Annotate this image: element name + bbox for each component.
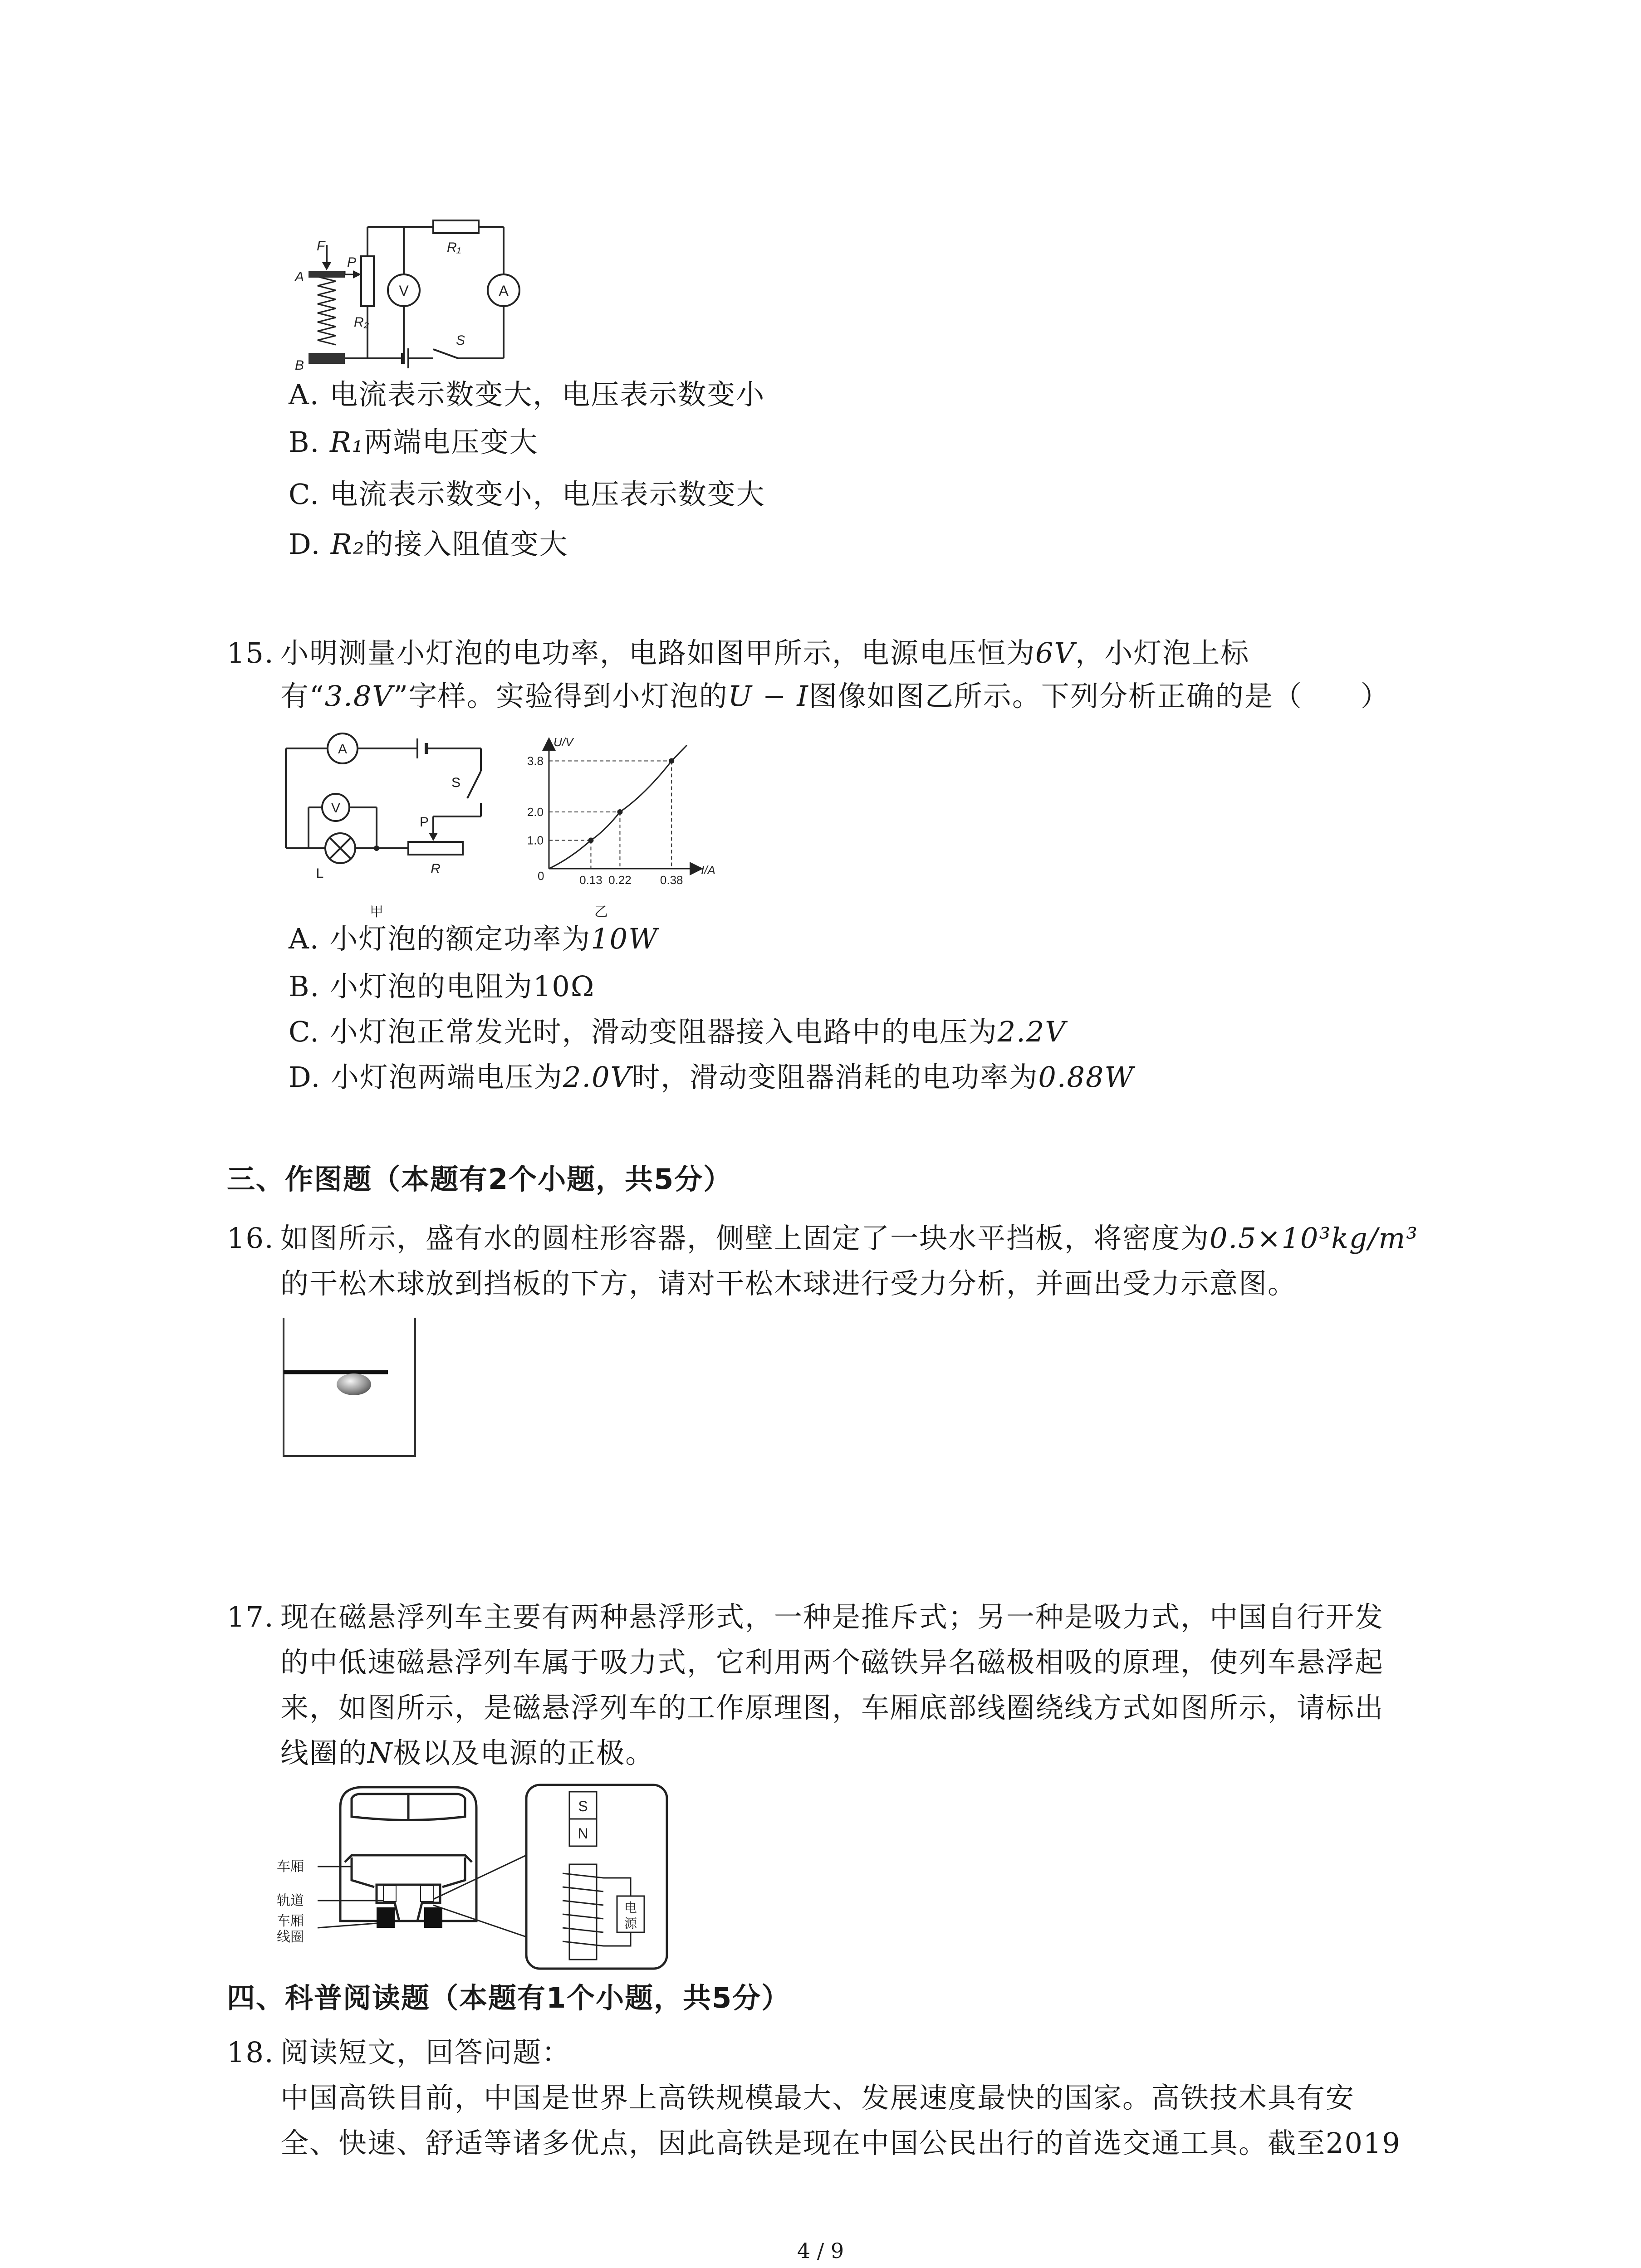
chart-origin: 0 <box>538 869 544 883</box>
q16-wood-ball <box>337 1374 371 1395</box>
q14-label-S: S <box>456 333 465 348</box>
q14-voltmeter-label: V <box>399 283 409 299</box>
q15-option-a: A. 小灯泡的额定功率为10W <box>289 922 658 955</box>
q15-line-2: 有“3.8V”字样。实验得到小灯泡的U − I图像如图乙所示。下列分析正确的是（ ） <box>280 679 1390 713</box>
q17-label-coil-1: 车厢 <box>277 1914 304 1929</box>
q17-power-label-1: 电 <box>624 1901 637 1915</box>
q16-number: 16. <box>227 1222 274 1255</box>
q16-line-1: 16. 如图所示，盛有水的圆柱形容器，侧壁上固定了一块水平挡板，将密度为0.5×10³kg/m³ <box>227 1220 1418 1256</box>
q17-line-3: 来，如图所示，是磁悬浮列车的工作原理图，车厢底部线圈绕线方式如图所示，请标出 <box>280 1691 1384 1724</box>
q15-number: 15. <box>227 636 274 670</box>
q14-label-R2: R₂ <box>354 315 369 330</box>
q17-label-coil-2: 线圈 <box>277 1930 304 1945</box>
q14-label-F: F <box>317 239 325 254</box>
q18-line-1: 18. 阅读短文，回答问题： <box>227 2034 571 2071</box>
q15-option-c: C. 小灯泡正常发光时，滑动变阻器接入电路中的电压为2.2V <box>289 1015 1067 1048</box>
q14-option-c: C. 电流表示数变小，电压表示数变大 <box>289 478 765 511</box>
page-number: 4 / 9 <box>797 2239 844 2263</box>
q17-label-track: 轨道 <box>277 1893 304 1908</box>
q15-switch-label: S <box>451 775 461 790</box>
q18-line-2: 中国高铁目前，中国是世界上高铁规模最大、发展速度最快的国家。高铁技术具有安 <box>280 2081 1355 2114</box>
chart-ytick-2: 1.0 <box>527 833 544 847</box>
q15-lamp-label: L <box>316 866 324 881</box>
q15-circuit-figure <box>272 726 508 925</box>
chart-ytick-0: 3.8 <box>527 754 544 768</box>
q17-number: 17. <box>227 1600 274 1633</box>
q15-figure-a-caption: 甲 <box>370 904 383 919</box>
q18-number: 18. <box>227 2036 274 2069</box>
q17-line-1: 17. 现在磁悬浮列车主要有两种悬浮形式，一种是推斥式；另一种是吸力式，中国自行开发 <box>227 1599 1384 1635</box>
q14-circuit-figure <box>277 213 531 372</box>
q14-option-a: A. 电流表示数变大，电压表示数变小 <box>289 378 765 411</box>
q16-line-2: 的干松木球放到挡板的下方，请对干松木球进行受力分析，并画出受力示意图。 <box>280 1267 1297 1300</box>
q15-ui-curve <box>549 745 687 869</box>
q14-ammeter-label: A <box>499 283 509 299</box>
q18-line-3: 全、快速、舒适等诸多优点，因此高铁是现在中国公民出行的首选交通工具。截至2019 <box>280 2126 1401 2160</box>
q15-ui-chart <box>522 733 758 928</box>
q15-figure-b-caption: 乙 <box>594 904 608 919</box>
q17-label-car: 车厢 <box>277 1859 304 1874</box>
chart-xtick-2: 0.38 <box>660 873 683 887</box>
section-3-title: 三、作图题（本题有2个小题，共5分） <box>227 1163 733 1196</box>
q14-label-A: A <box>295 269 304 284</box>
chart-ytick-1: 2.0 <box>527 805 544 819</box>
q17-power-label-2: 源 <box>624 1916 637 1931</box>
q17-maglev-figure <box>272 1780 681 1975</box>
chart-point-2 <box>669 758 674 764</box>
q14-option-d: D. R₂的接入阻值变大 <box>289 528 568 561</box>
q16-container-figure <box>279 1315 424 1465</box>
chart-xtick-1: 0.22 <box>608 873 632 887</box>
q15-line-1: 15. 小明测量小灯泡的电功率，电路如图甲所示，电源电压恒为6V，小灯泡上标 <box>227 635 1249 671</box>
chart-point-0 <box>588 838 593 843</box>
q17-magnet-N: N <box>578 1825 588 1842</box>
q15-ammeter-label: A <box>338 742 348 757</box>
section-4-title: 四、科普阅读题（本题有1个小题，共5分） <box>227 1981 791 2014</box>
chart-xtick-0: 0.13 <box>579 873 603 887</box>
chart-ylabel: U/V <box>554 735 573 749</box>
q17-magnet-S: S <box>578 1798 588 1814</box>
q14-label-R1: R₁ <box>447 240 461 255</box>
q14-label-P: P <box>347 255 357 270</box>
q15-slider-label: P <box>419 815 429 830</box>
q17-line-4: 线圈的N极以及电源的正极。 <box>280 1736 655 1769</box>
q15-option-d: D. 小灯泡两端电压为2.0V时，滑动变阻器消耗的电功率为0.88W <box>289 1061 1135 1094</box>
chart-point-1 <box>617 809 622 815</box>
q15-resistor-label: R <box>431 861 441 876</box>
chart-xlabel: I/A <box>701 863 715 877</box>
q14-option-b: B. R₁两端电压变大 <box>289 425 539 459</box>
q15-voltmeter-label: V <box>331 801 341 816</box>
q14-label-B: B <box>295 358 304 372</box>
q15-option-b: B. 小灯泡的电阻为10Ω <box>289 970 595 1003</box>
q17-line-2: 的中低速磁悬浮列车属于吸力式，它利用两个磁铁异名磁极相吸的原理，使列车悬浮起 <box>280 1646 1384 1679</box>
